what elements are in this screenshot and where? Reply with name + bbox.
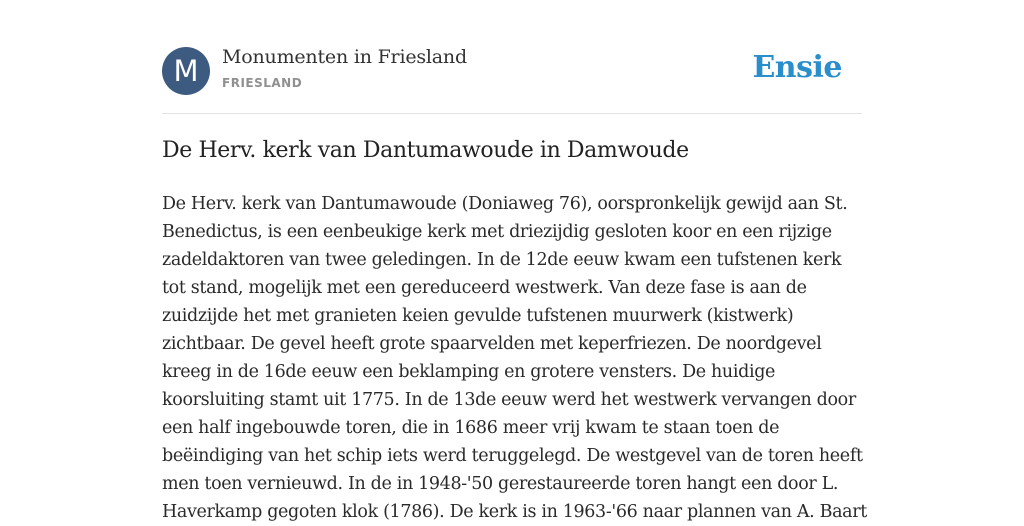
article-line: kreeg in de 16de eeuw een beklamping en grotere vensters. De huidige: [162, 362, 776, 382]
collection-subtitle: FRIESLAND: [222, 76, 303, 90]
article-body: [162, 190, 867, 526]
page-container: [162, 0, 867, 522]
collection-avatar[interactable]: M: [162, 47, 210, 95]
article-line: beëindiging van het schip iets werd teruggelegd. De westgevel van de toren heeft: [162, 446, 863, 466]
article-title: De Herv. kerk van Dantumawoude in Damwoude: [162, 138, 689, 163]
article-line: Haverkamp gegoten klok (1786). De kerk is in 1963-'66 naar plannen van A. Baart: [162, 502, 867, 522]
article-line: tot stand, mogelijk met een gereduceerd westwerk. Van deze fase is aan de: [162, 278, 807, 298]
article-line: koorsluiting stamt uit 1775. In de 13de eeuw werd het westwerk vervangen door: [162, 390, 856, 410]
collection-header: [162, 0, 862, 114]
article-line: men toen vernieuwd. In de in 1948-'50 gerestaureerde toren hangt een door L.: [162, 474, 839, 494]
article-line: zuidzijde het met granieten keien gevulde tufstenen muurwerk (kistwerk): [162, 306, 794, 326]
article-line: Benedictus, is een eenbeukige kerk met driezijdig gesloten koor en een rijzige: [162, 222, 832, 242]
collection-title-link[interactable]: Monumenten in Friesland: [222, 46, 467, 68]
article-line: een half ingebouwde toren, die in 1686 meer vrij kwam te staan toen de: [162, 418, 780, 438]
article-line: zadeldaktoren van twee geledingen. In de 12de eeuw kwam een tufstenen kerk: [162, 250, 842, 270]
article-line: De Herv. kerk van Dantumawoude (Doniaweg 76), oorspronkelijk gewijd aan St.: [162, 194, 848, 214]
article-line: zichtbaar. De gevel heeft grote spaarvelden met keperfriezen. De noordgevel: [162, 334, 822, 354]
ensie-logo[interactable]: Ensie: [752, 50, 842, 85]
